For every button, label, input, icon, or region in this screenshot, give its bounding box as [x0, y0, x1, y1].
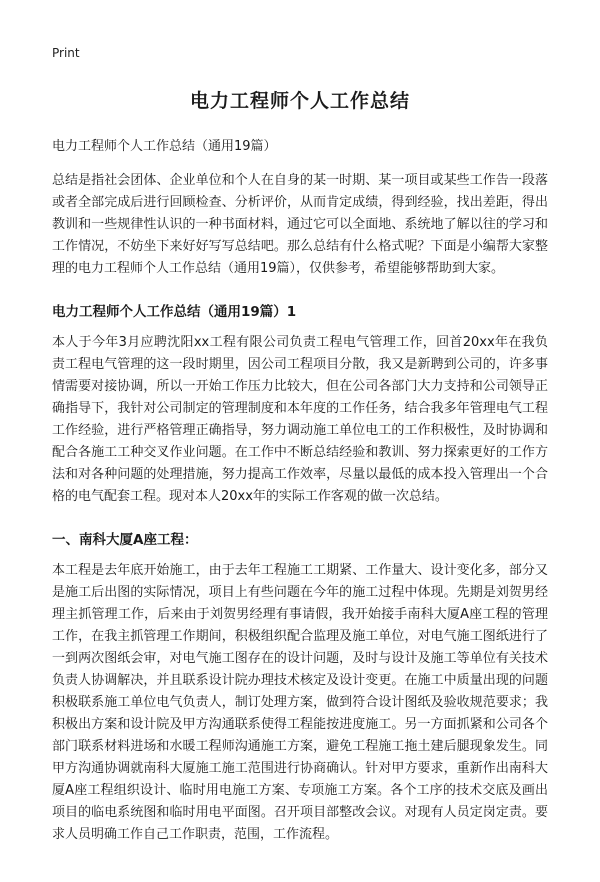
intro-paragraph: 总结是指社会团体、企业单位和个人在自身的某一时期、某一项目或某些工作告一段落或者全部完成后进行回顾检查、分析评价，从而肯定成绩，得到经验，找出差距，得出教训和一些规律性认识的一种书面材料，通过它可以全面地、系统地了解以往的学习和工作情况，不妨坐下来好好写写总结吧。那么总结有什么格式呢？下面是小编帮大家整理的电力工程师个人工作总结（通用19篇），仅供参考，希望能够帮助到大家。 — [52, 173, 548, 276]
print-button[interactable]: Print — [52, 46, 80, 60]
section-2-heading: 一、南科大厦A座工程： — [52, 532, 198, 548]
section-2-body: 本工程是去年底开始施工，由于去年工程施工工期紧、工作量大、设计变化多，部分又是施工后出图的实际情况，项目上有些问题在今年的施工过程中体现。先期是刘贺男经理主抓管理工作，后来由于刘贺男经理有事请假，我开始接手南科大厦A座工程的管理工作，在我主抓管理工作期间，积极组织配合监理及施工单位，对电气施工图纸进行了一到两次图纸会审，对电气施工图存在的设计问题，及时与设计及施工等单位有关技术负责人协调解决，并且联系设计院办理技术核定及设计变更。在施工中质量出现的问题积极联系施工单位电气负责人，制订处理方案，做到符合设计图纸及验收规范要求；我积极出方案和设计院及甲方沟通联系使得工程能按进度施工。另一方面抓紧和公司各个部门联系材料进场和水暖工程师沟通施工方案，避免工程施工拖土建后腿现象发生。同甲方沟通协调就南科大厦施工施工范围进行协商确认。针对甲方要求，重新作出南科大厦A座工程组织设计、临时用电施工方案、专项施工方案。各个工序的技术交底及画出项目的临电系统图和临时用电平面图。召开项目部整改会议。对现有人员定岗定责。要求人员明确工作自己工作职责，范围，工作流程。 — [52, 563, 548, 842]
page-title: 电力工程师个人工作总结 — [189, 90, 410, 112]
document-subtitle: 电力工程师个人工作总结（通用19篇） — [52, 139, 277, 154]
section-1-heading: 电力工程师个人工作总结（通用19篇）1 — [52, 304, 297, 320]
section-1-body: 本人于今年3月应聘沈阳xx工程有限公司负责工程电气管理工作，回首20xx年在我负责工程电气管理的这一段时期里，因公司工程项目分散，我又是新聘到公司的，许多事情需要对接协调，所以一开始工作压力比较大，但在公司各部门大力支持和公司领导正确指导下，我针对公司制定的管理制度和本年度的工作任务，结合我多年管理电气工程工作经验，进行严格管理正确指导，努力调动施工单位电工的工作积极性，及时协调和配合各施工工种交叉作业问题。在工作中不断总结经验和教训、努力探索更好的工作方法和对各种问题的处理措施，努力提高工作效率，尽量以最低的成本投入管理出一个合格的电气配套工程。现对本人20xx年的实际工作客观的做一次总结。 — [52, 335, 548, 504]
